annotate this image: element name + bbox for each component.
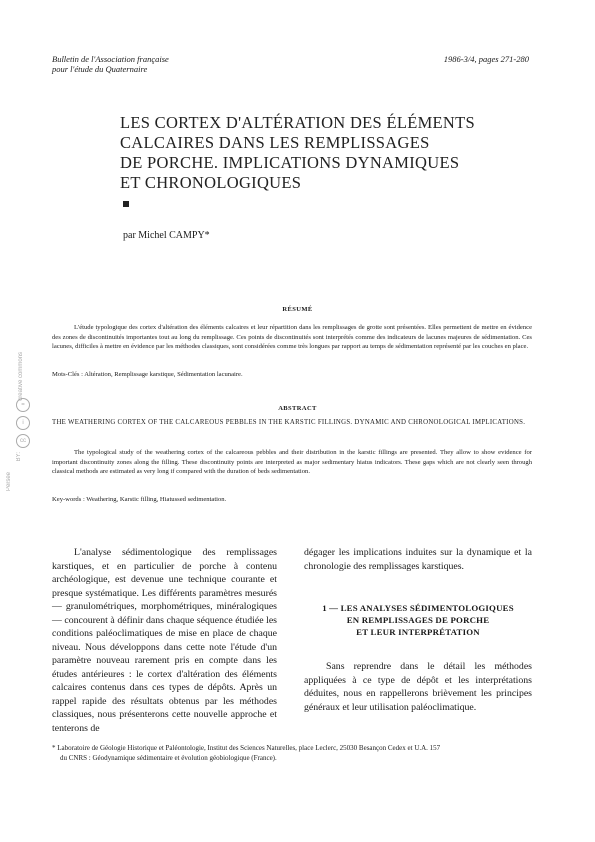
attribution-icon: i: [16, 416, 30, 430]
section-1-heading: [304, 602, 532, 638]
noderivs-icon: =: [16, 398, 30, 412]
footnote-line-1: * Laboratoire de Géologie Historique et Paléontologie, Institut des Sciences Naturelles, place Leclerc, 25030 Besançon Cedex et U.A. 157: [52, 744, 441, 752]
square-bullet-icon: [123, 201, 129, 207]
title-line-3: DE PORCHE. IMPLICATIONS DYNAMIQUES: [120, 153, 460, 172]
abstract-keywords: Key-words : Weathering, Karstic filling, Hiatussed sedimentation.: [52, 496, 227, 503]
body-column-2-paragraph: dégager les implications induites sur la dynamique et la chronologie des remplissages karstiques.: [304, 547, 532, 572]
title-line-2: CALCAIRES DANS LES REMPLISSAGES: [120, 133, 430, 152]
journal-line-2: pour l'étude du Quaternaire: [52, 64, 148, 74]
section-heading-line-2: EN REMPLISSAGES DE PORCHE: [346, 615, 490, 625]
resume-keywords: Mots-Clés : Altération, Remplissage karstique, Sédimentation lacunaire.: [52, 371, 243, 378]
paper-title: [120, 113, 475, 193]
body-column-2-paragraph-2: Sans reprendre dans le détail les méthodes appliquées à ce type de dépôt et les interprétations déduites, nous en rappellerons brièvement les principes généraux et leur utilisation paléoclimatique.: [304, 661, 532, 713]
journal-line-1: Bulletin de l'Association française: [52, 54, 169, 64]
journal-name: [52, 54, 169, 74]
author-line: par Michel CAMPY*: [123, 230, 210, 241]
persee-label: Persée: [6, 472, 12, 492]
title-line-1: LES CORTEX D'ALTÉRATION DES ÉLÉMENTS: [120, 113, 475, 132]
footnote: [52, 743, 532, 763]
abstract-heading: ABSTRACT: [278, 405, 317, 412]
resume-text: L'étude typologique des cortex d'altération des éléments calcaires et leur répartition dans les remplissages de grotte sont présentées. Elles permettent de mettre en évidence des zones de discontinuités importantes tout au long du remplissage. Ces points de discontinuités sont interprétés comme des indicateurs de lacunes majeures de sédimentation. Ces lacunes, difficiles à mettre en évidence par les méthodes classiques, sont considérées comme très longues par rapport au temps de sédimentation représenté par les couches en place.: [52, 324, 532, 351]
creative-commons-label: creative commons: [18, 352, 24, 401]
license-watermark: [6, 352, 30, 512]
section-heading-line-3: ET LEUR INTERPRÉTATION: [356, 627, 480, 637]
creative-commons-icon: cc: [16, 434, 30, 448]
abstract-title: THE WEATHERING CORTEX OF THE CALCAREOUS PEBBLES IN THE KARSTIC FILLINGS. DYNAMIC AND CHRONOLOGICAL IMPLICATIONS.: [52, 419, 526, 426]
footnote-line-2: du CNRS : Géodynamique sédimentaire et évolution géobiologique (France).: [60, 754, 277, 762]
page-range: 1986-3/4, pages 271-280: [443, 54, 529, 64]
body-column-1: L'analyse sédimentologique des remplissages karstiques, et en particulier de porche à contenu archéologique, est devenue une technique courante et presque systématique. Les différents paramètres mesurés — granulométriques, morphométriques, minéralogiques — concourent à définir dans chaque séquence étudiée les conditions paléoclimatiques de mise en place de chaque niveau. Nous développons dans cette note l'étude d'un paramètre nouveau rarement pris en compte dans les études antérieures : le cortex d'altération des éléments calcaires contenus dans ces types de dépôts. Après un rappel rapide des résultats obtenus par les méthodes classiques, nous présenterons cette nouvelle approche et tenterons de: [52, 547, 277, 734]
by-label: BY:: [16, 452, 22, 462]
section-heading-line-1: 1 — LES ANALYSES SÉDIMENTOLOGIQUES: [322, 603, 514, 613]
abstract-text: The typological study of the weathering cortex of the calcareous pebbles and their distribution in the karstic fillings are presented. They allow to show evidence for important discontinuity zones along the filling. These discontinuity points are interpreted as major sedimentary hiatus indicators. These gaps which are not clearly seen through classical methods are estimated as very long if compared with the duration of beds sedimentation.: [52, 449, 532, 476]
title-line-4: ET CHRONOLOGIQUES: [120, 173, 302, 192]
resume-heading: RÉSUMÉ: [282, 306, 313, 313]
